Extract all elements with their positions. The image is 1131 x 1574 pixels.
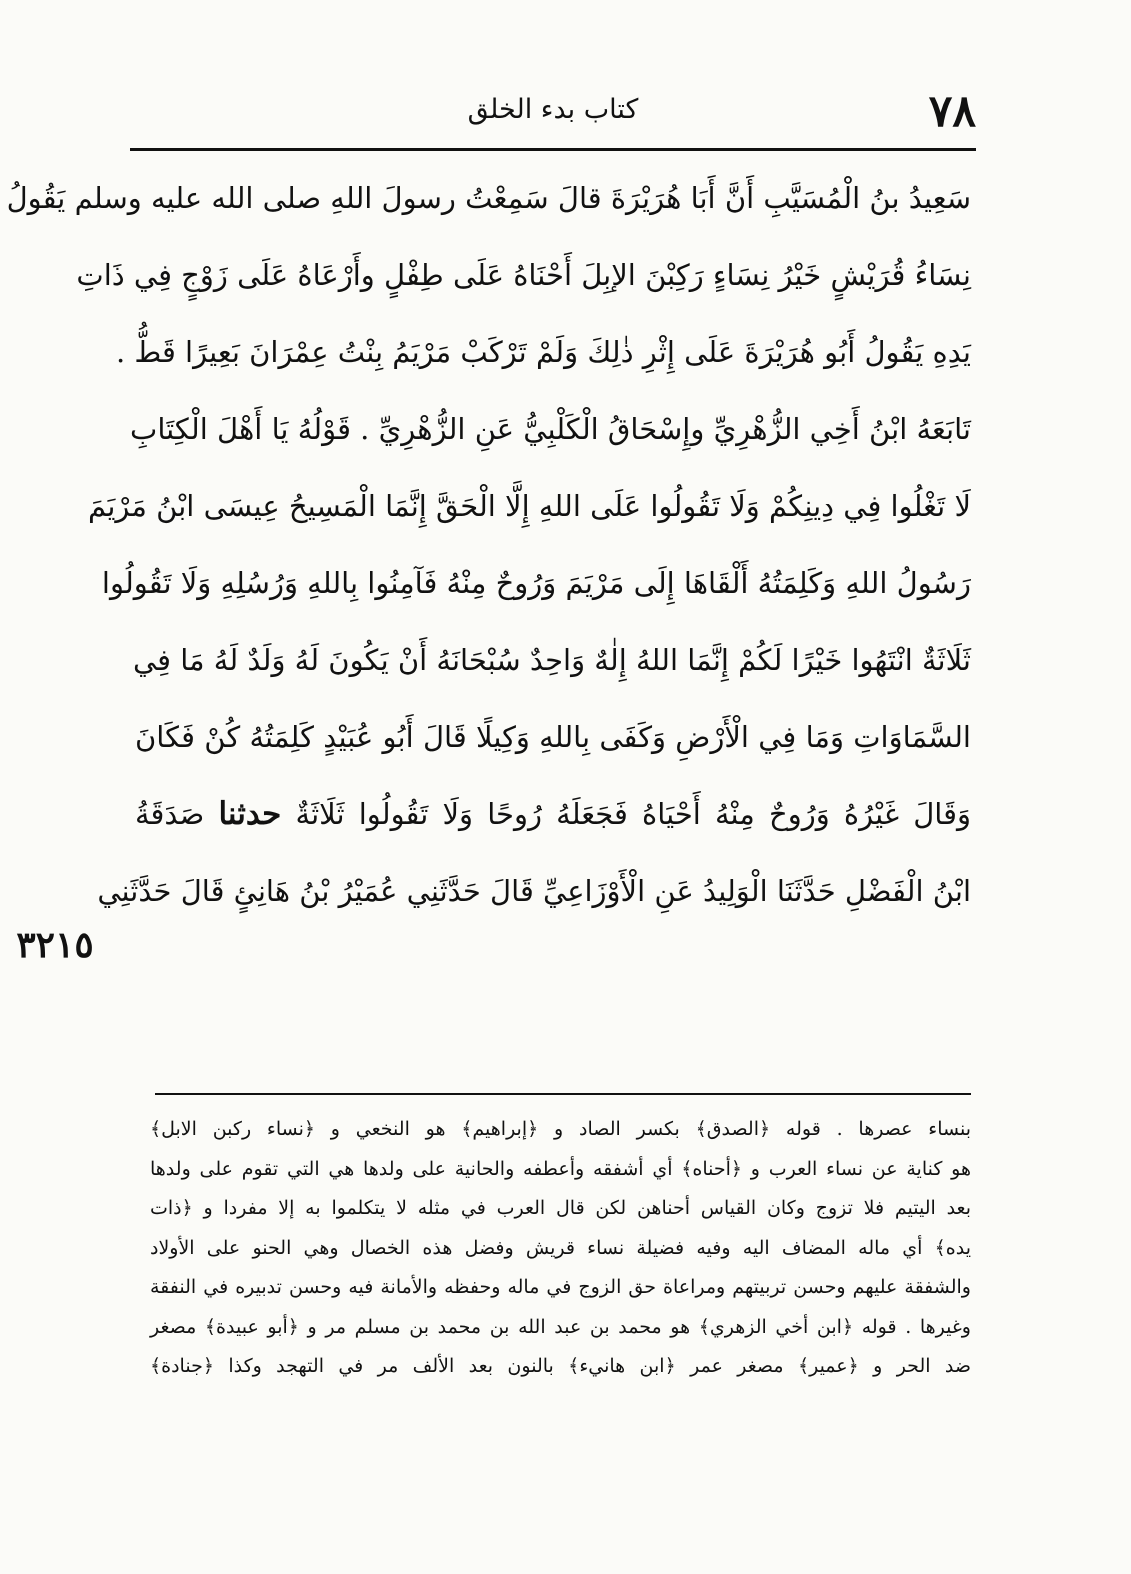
text-segment: صَدَقَةُ bbox=[135, 797, 205, 831]
header-rule bbox=[130, 148, 976, 151]
text-line: السَّمَاوَاتِ وَمَا فِي الْأَرْضِ وَكَفَى بِاللهِ وَكِيلًا قَالَ أَبُو عُبَيْدٍ كَلِمَتُهُ كُنْ فَكَانَ bbox=[135, 720, 971, 754]
hadith-lead-word: حدثنا bbox=[218, 796, 282, 832]
footnote-line: والشفقة عليهم وحسن تربيتهم ومراعاة حق الزوج في ماله وحفظه والأمانة فيه وحسن تدبيره في النفقة bbox=[150, 1276, 971, 1298]
text-line: تَابَعَهُ ابْنُ أَخِي الزُّهْرِيِّ وإِسْحَاقُ الْكَلْبِيُّ عَنِ الزُّهْرِيِّ . قَوْلُهُ يَا أَهْلَ الْكِتَابِ bbox=[130, 412, 971, 446]
footnote-rule bbox=[155, 1093, 971, 1095]
page-number: ٧٨ bbox=[928, 86, 976, 137]
text-line-hadith-start bbox=[135, 776, 971, 853]
text-line: ثَلَاثَةٌ انْتَهُوا خَيْرًا لَكُمْ إِنَّمَا اللهُ إِلٰهٌ وَاحِدٌ سُبْحَانَهُ أَنْ يَكُونَ لَهُ وَلَدٌ لَهُ مَا فِي bbox=[132, 643, 971, 677]
text-line: رَسُولُ اللهِ وَكَلِمَتُهُ أَلْقَاهَا إِلَى مَرْيَمَ وَرُوحٌ مِنْهُ فَآمِنُوا بِاللهِ وَرُسُلِهِ وَلَا تَقُولُوا bbox=[101, 566, 971, 600]
footnotes bbox=[150, 1110, 971, 1387]
main-text bbox=[6, 160, 972, 930]
footnote-line: هو كناية عن نساء العرب و ﴿أحناه﴾ أي أشفقه وأعطفه والحانية على ولدها هي التي تقوم على ولدها bbox=[150, 1157, 971, 1180]
text-line: سَعِيدُ بنُ الْمُسَيَّبِ أَنَّ أَبَا هُرَيْرَةَ قالَ سَمِعْتُ رسولَ اللهِ صلى الله عليه وسلم يَقُولُ bbox=[6, 181, 971, 215]
text-line: لَا تَغْلُوا فِي دِينِكُمْ وَلَا تَقُولُوا عَلَى اللهِ إِلَّا الْحَقَّ إِنَّمَا الْمَسِيحُ عِيسَى ابْنُ مَرْيَمَ bbox=[88, 489, 971, 523]
footnote-line: بعد اليتيم فلا تزوج وكان القياس أحناهن لكن قال العرب في مثله لا يتكلموا به إلا مفردا و ﴿ذات bbox=[150, 1197, 972, 1219]
page-header bbox=[130, 80, 976, 148]
footnote-line: وغيرها . قوله ﴿ابن أخي الزهري﴾ هو محمد بن عبد الله بن محمد بن مسلم مر و ﴿أبو عبيدة﴾ مصغر bbox=[150, 1315, 971, 1338]
text-line: ابْنُ الْفَضْلِ حَدَّثَنَا الْوَلِيدُ عَنِ الْأَوْزَاعِيِّ قَالَ حَدَّثَنِي عُمَيْرُ بْنُ هَانِئٍ قَالَ حَدَّثَنِي bbox=[97, 874, 971, 908]
text-line: نِسَاءُ قُرَيْشٍ خَيْرُ نِسَاءٍ رَكِبْنَ الإبِلَ أَحْنَاهُ عَلَى طِفْلٍ وأَرْعَاهُ عَلَى زَوْجٍ فِي ذَاتِ bbox=[76, 258, 971, 292]
hadith-number: ٣٢١٥ bbox=[16, 924, 94, 966]
text-segment: وَقَالَ غَيْرُهُ وَرُوحٌ مِنْهُ أَحْيَاهُ فَجَعَلَهُ رُوحًا وَلَا تَقُولُوا ثَلَاثَةٌ bbox=[295, 797, 972, 831]
footnote-line: يده﴾ أي ماله المضاف اليه وفيه فضيلة نساء قريش وفضل هذه الخصال وهي الحنو على الأولاد bbox=[150, 1236, 971, 1259]
text-line: يَدِهِ يَقُولُ أَبُو هُرَيْرَةَ عَلَى إِثْرِ ذٰلِكَ وَلَمْ تَرْكَبْ مَرْيَمُ بِنْتُ عِمْرَانَ بَعِيرًا قَطُّ . bbox=[115, 335, 971, 369]
running-title: كتاب بدء الخلق bbox=[467, 94, 639, 125]
footnote-line: ضد الحر و ﴿عمير﴾ مصغر عمر ﴿ابن هانيء﴾ بالنون بعد الألف مر في التهجد وكذا ﴿جنادة﴾ bbox=[150, 1355, 971, 1377]
footnote-line: بنساء عصرها . قوله ﴿الصدق﴾ بكسر الصاد و ﴿إبراهيم﴾ هو النخعي و ﴿نساء ركبن الابل﴾ bbox=[150, 1118, 971, 1140]
